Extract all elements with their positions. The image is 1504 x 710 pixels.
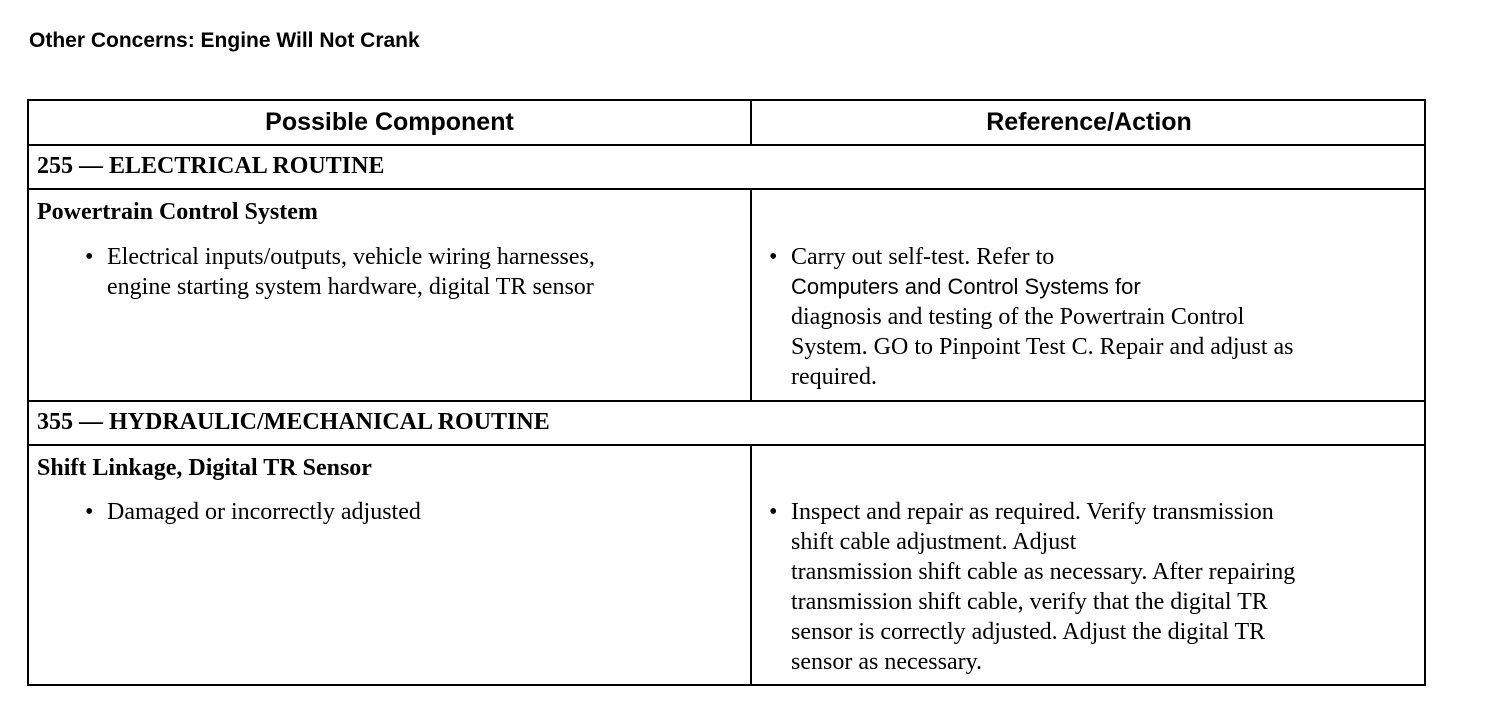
bullet-glyph: • xyxy=(769,499,778,525)
bullet-line: sensor as necessary. xyxy=(791,649,983,675)
reference-link-computers-control[interactable]: Computers and Control Systems for xyxy=(791,274,1141,299)
bullet-line: System. GO to Pinpoint Test C. Repair and adjust as xyxy=(791,334,1294,360)
bullet-line: shift cable adjustment. Adjust xyxy=(791,529,1077,555)
divider-line xyxy=(29,400,1424,402)
bullet-glyph: • xyxy=(769,244,778,270)
bullet-line: engine starting system hardware, digital TR sensor xyxy=(107,274,594,300)
bullet-line: transmission shift cable, verify that the digital TR xyxy=(791,589,1268,615)
divider-line xyxy=(29,188,1424,190)
bullet-glyph: • xyxy=(85,244,94,270)
bullet-line: required. xyxy=(791,364,877,390)
page-title: Other Concerns: Engine Will Not Crank xyxy=(29,29,420,52)
divider-line xyxy=(29,144,1424,146)
bullet-glyph: • xyxy=(85,499,94,525)
bullet-line: Inspect and repair as required. Verify transmission xyxy=(791,499,1274,525)
divider-line xyxy=(29,444,1424,446)
component-title-shift-linkage: Shift Linkage, Digital TR Sensor xyxy=(37,455,372,481)
column-divider xyxy=(750,101,752,144)
component-title-powertrain: Powertrain Control System xyxy=(37,199,318,225)
action-bullet-shift-linkage xyxy=(769,497,1296,677)
bullet-line: Carry out self-test. Refer to xyxy=(791,244,1055,270)
action-bullet-powertrain xyxy=(769,242,1294,392)
component-bullet-powertrain xyxy=(85,242,595,302)
component-bullet-shift-linkage xyxy=(85,497,421,527)
routine-heading-electrical: 255 — ELECTRICAL ROUTINE xyxy=(37,153,385,179)
header-possible-component: Possible Component xyxy=(265,108,514,136)
bullet-line: Electrical inputs/outputs, vehicle wiring harnesses, xyxy=(107,244,595,270)
bullet-line: diagnosis and testing of the Powertrain Control xyxy=(791,304,1245,330)
routine-heading-hydraulic: 355 — HYDRAULIC/MECHANICAL ROUTINE xyxy=(37,409,550,435)
bullet-line: sensor is correctly adjusted. Adjust the digital TR xyxy=(791,619,1266,645)
column-divider xyxy=(750,444,752,686)
bullet-line: transmission shift cable as necessary. After repairing xyxy=(791,559,1296,585)
concerns-table xyxy=(27,99,1426,686)
column-divider xyxy=(750,188,752,400)
header-reference-action: Reference/Action xyxy=(986,108,1192,136)
bullet-line: Damaged or incorrectly adjusted xyxy=(107,499,421,525)
